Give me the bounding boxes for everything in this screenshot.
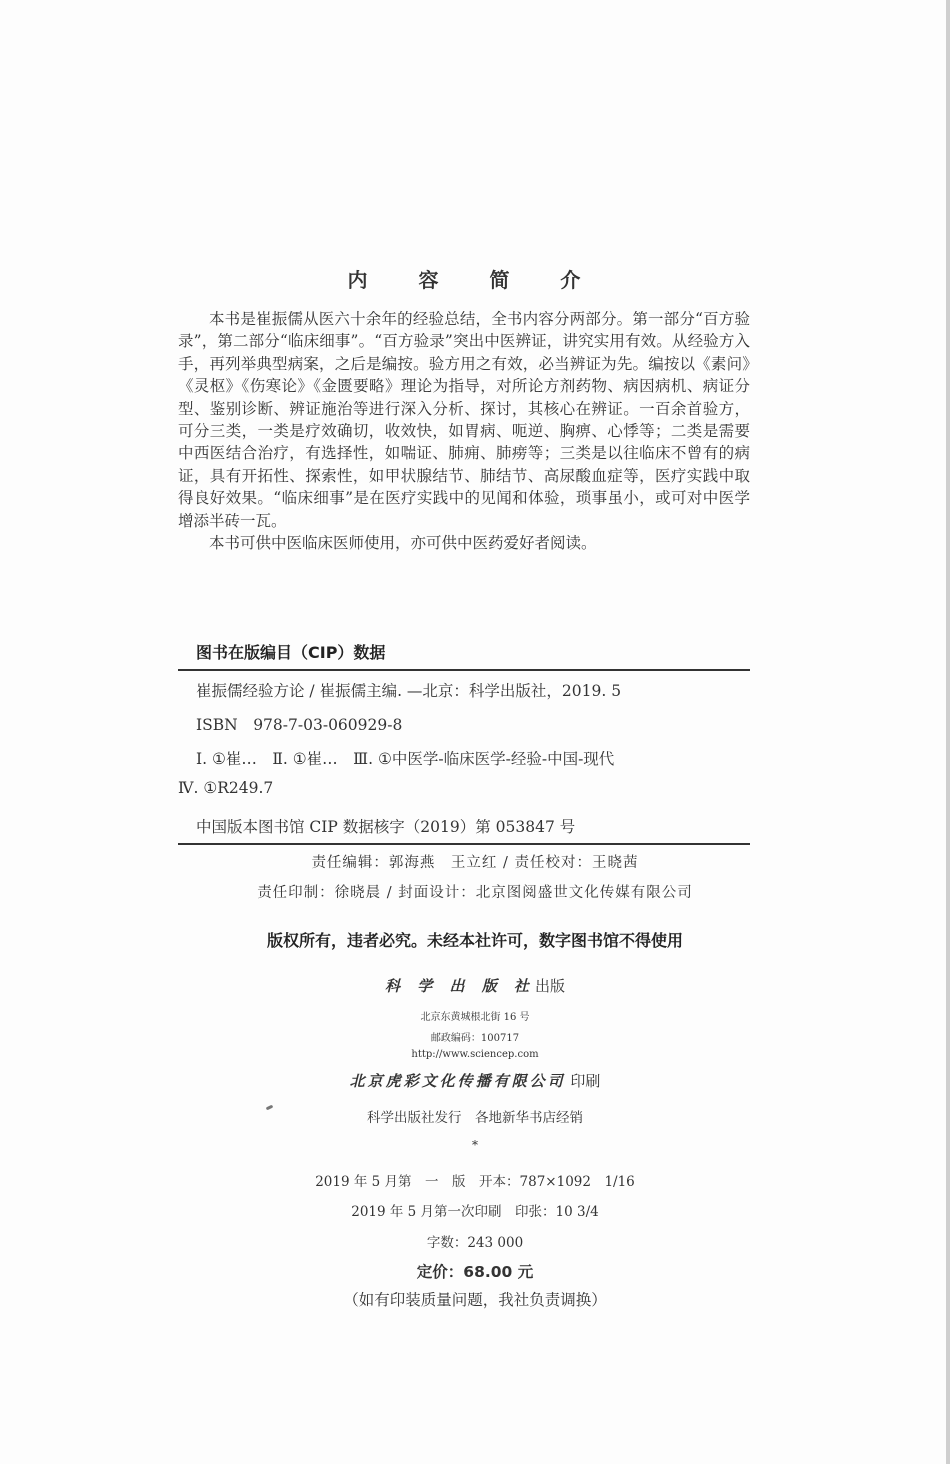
copyright-notice: 版权所有，违者必究。未经本社许可，数字图书馆不得使用 — [266, 931, 683, 950]
price: 定价：68.00 元 — [416, 1263, 534, 1281]
cip-isbn: ISBN 978-7-03-060929-8 — [196, 716, 403, 734]
cip-class-four: Ⅳ. ①R249.7 — [178, 779, 274, 797]
publisher-address: 北京东黄城根北街 16 号 — [420, 1012, 530, 1023]
cip-heading: 图书在版编目（CIP）数据 — [196, 643, 386, 662]
publisher-line — [0, 975, 950, 996]
replacement-note: （如有印装质量问题，我社负责调换） — [343, 1291, 607, 1309]
intro-paragraph-1: 本书是崔振儒从医六十余年的经验总结，全书内容分两部分。第一部分“百方验录”，第二部分“临床细事”。“百方验录”突出中医辨证，讲究实用有效。从经验方入手，再列举典型病案，之后是编按。验方用之有效，必当辨证为先。编按以《素问》《灵枢》《伤寒论》《金匮要略》理论为指导，对所论方剂药物、病因病机、病证分型、鉴别诊断、辨证施治等进行深入分析、探讨，其核心在辨证。一百余首验方，可分三类，一类是疗效确切，收效快，如胃病、呃逆、胸痹、心悸等；二类是需要中西医结合治疗，有选择性，如喘证、肺痈、肺痨等；三类是以往临床不曾有的病证，具有开拓性、探索性，如甲状腺结节、肺结节、高尿酸血症等，医疗实践中取得良好效果。“临床细事”是在医疗实践中的见闻和体验，琐事虽小，或可对中医学增添半砖一瓦。 — [178, 310, 750, 530]
cip-classification: Ⅰ. ①崔… Ⅱ. ①崔… Ⅲ. ①中医学-临床医学-经验-中国-现代 — [196, 750, 615, 768]
publisher-name-logo: 科 学 出 版 社 — [385, 977, 535, 995]
word-count: 字数：243 000 — [426, 1235, 524, 1251]
publisher-url: http://www.sciencep.com — [411, 1049, 539, 1060]
edition-line-2: 2019 年 5 月第一次印刷 印张：10 3/4 — [351, 1204, 599, 1220]
edition-line-1: 2019 年 5 月第 一 版 开本：787×1092 1/16 — [315, 1174, 635, 1190]
cip-record-number: 中国版本图书馆 CIP 数据核字（2019）第 053847 号 — [196, 818, 576, 836]
cip-title-line: 崔振儒经验方论 / 崔振儒主编. —北京：科学出版社，2019. 5 — [196, 682, 622, 700]
printer-suffix: 印刷 — [570, 1072, 601, 1090]
publisher-suffix: 出版 — [534, 977, 565, 995]
printer-line — [0, 1070, 950, 1091]
publisher-postcode: 邮政编码：100717 — [430, 1033, 520, 1044]
credits-editors: 责任编辑：郭海燕 王立红 / 责任校对：王晓茜 — [311, 855, 639, 871]
printer-name: 北京虎彩文化传播有限公司 — [349, 1072, 566, 1090]
intro-paragraph-2: 本书可供中医临床医师使用，亦可供中医药爱好者阅读。 — [209, 534, 597, 553]
separator-asterisk: * — [472, 1138, 478, 1152]
distribution-line: 科学出版社发行 各地新华书店经销 — [367, 1110, 583, 1126]
intro-section — [178, 308, 750, 554]
cip-top-rule — [178, 669, 750, 671]
page-title: 内 容 简 介 — [347, 268, 603, 292]
cip-bottom-rule — [178, 843, 750, 845]
credits-printing: 责任印制：徐晓晨 / 封面设计：北京图阅盛世文化传媒有限公司 — [257, 885, 693, 901]
